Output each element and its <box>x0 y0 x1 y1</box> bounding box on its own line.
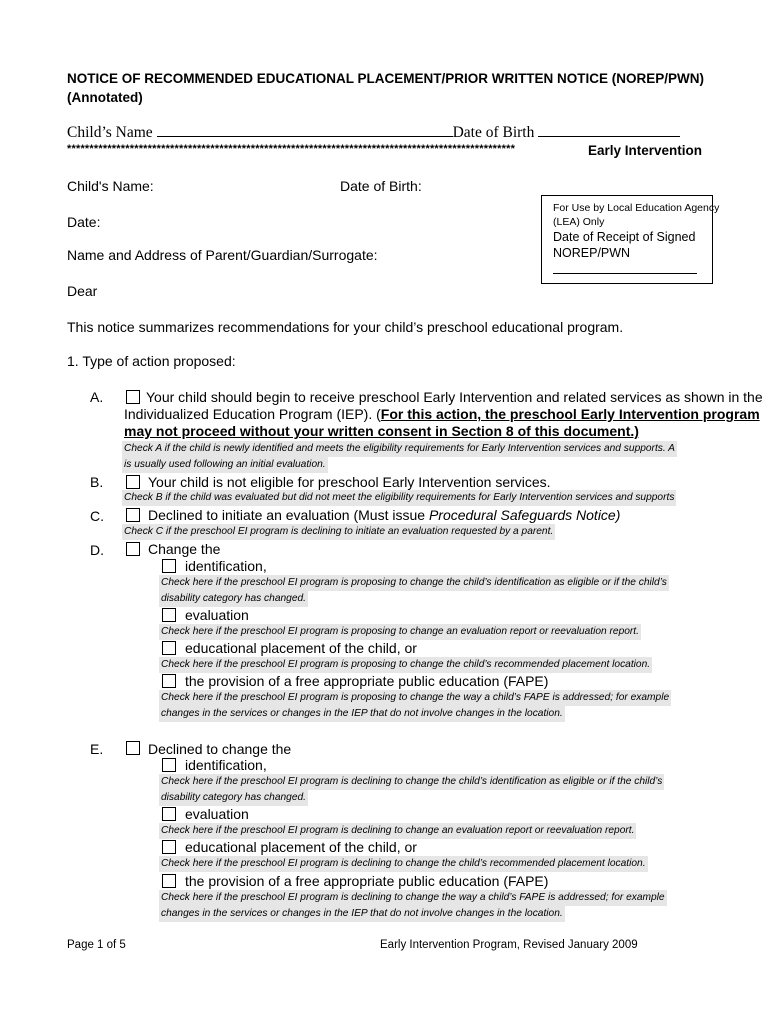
item-d-fape-note-2: changes in the services or changes in the IEP that do not involve changes in the location. <box>159 706 565 722</box>
parent-field[interactable]: Name and Address of Parent/Guardian/Surrogate: <box>67 247 378 263</box>
item-d-checkbox[interactable] <box>126 542 140 556</box>
item-d-identification: identification, <box>185 558 267 574</box>
item-d-evaluation-checkbox[interactable] <box>162 608 176 622</box>
item-e-evaluation-note: Check here if the preschool EI program is declining to change an evaluation report or reevaluation report. <box>159 823 636 839</box>
item-d-evaluation: evaluation <box>185 607 249 623</box>
item-d-fape-checkbox[interactable] <box>162 674 176 688</box>
item-e-fape-checkbox[interactable] <box>162 874 176 888</box>
item-a-note-1: Check A if the child is newly identified and meets the eligibility requirements for Early Intervention services and supports. A <box>122 441 677 457</box>
item-e-identification-checkbox[interactable] <box>162 758 176 772</box>
lea-line4: NOREP/PWN <box>553 246 631 260</box>
footer-page: Page 1 of 5 <box>67 939 126 951</box>
item-e-checkbox[interactable] <box>126 741 140 755</box>
item-b-text: Your child is not eligible for preschool Early Intervention services. <box>148 474 551 490</box>
item-c-letter: C. <box>90 508 104 524</box>
item-e-fape: the provision of a free appropriate public education (FAPE) <box>185 873 549 889</box>
child-name-label: Child’s Name <box>67 124 153 141</box>
item-e-placement: educational placement of the child, or <box>185 839 417 855</box>
program-label: Early Intervention <box>588 143 703 158</box>
item-e-identification-note-1: Check here if the preschool EI program is declining to change the child’s identification as eligible or if the child’s <box>159 774 664 790</box>
item-c-text: Declined to initiate an evaluation (Must issue <box>148 507 429 523</box>
item-e-fape-note-1: Check here if the preschool EI program is declining to change the way a child’s FAPE is addressed; for example <box>159 890 667 906</box>
dear-field[interactable]: Dear <box>67 283 98 299</box>
item-e-identification: identification, <box>185 757 267 773</box>
child-name-row <box>67 124 680 142</box>
child-name-line[interactable] <box>157 124 453 137</box>
lea-signature-line[interactable] <box>553 273 697 274</box>
lea-line1: For Use by Local Education Agency <box>553 202 720 214</box>
item-d-letter: D. <box>90 542 104 558</box>
item-a-letter: A. <box>90 389 104 405</box>
item-d-identification-note-1: Check here if the preschool EI program is proposing to change the child’s identification as eligible or if the child’s <box>159 575 669 591</box>
item-c-note: Check C if the preschool EI program is declining to initiate an evaluation requested by a parent. <box>122 524 555 540</box>
dob-label: Date of Birth <box>452 124 535 141</box>
childs-name-field[interactable]: Child's Name: <box>67 178 154 194</box>
item-a-line2-plain: Individualized Education Program (IEP). ( <box>124 406 381 422</box>
item-a-line1: Your child should begin to receive preschool Early Intervention and related services as shown in the <box>146 389 763 405</box>
lea-line2: (LEA) Only <box>553 216 605 228</box>
item-c-text-italic: Procedural Safeguards Notice) <box>428 507 621 523</box>
summary-text: This notice summarizes recommendations for your child’s preschool educational program. <box>67 319 624 335</box>
item-a-line2-bold: For this action, the preschool Early Intervention program <box>380 406 760 422</box>
item-e-placement-checkbox[interactable] <box>162 840 176 854</box>
date-of-birth-field[interactable]: Date of Birth: <box>340 178 422 194</box>
item-e-identification-note-2: disability category has changed. <box>159 790 308 806</box>
type-of-action-heading: 1. Type of action proposed: <box>67 353 236 369</box>
item-e-placement-note: Check here if the preschool EI program is declining to change the child’s recommended placement location. <box>159 856 648 872</box>
document-subtitle: (Annotated) <box>67 90 143 105</box>
item-c-checkbox[interactable] <box>126 508 140 522</box>
lea-line3: Date of Receipt of Signed <box>553 230 696 244</box>
item-b-letter: B. <box>90 474 104 490</box>
item-d-fape: the provision of a free appropriate public education (FAPE) <box>185 673 549 689</box>
item-e-text: Declined to change the <box>148 741 292 757</box>
separator-stars: **************************************************************************************************** <box>67 143 516 155</box>
date-field[interactable]: Date: <box>67 214 101 230</box>
item-c-text-row <box>148 507 620 523</box>
item-d-placement: educational placement of the child, or <box>185 640 417 656</box>
item-a-checkbox[interactable] <box>126 390 140 404</box>
item-b-checkbox[interactable] <box>126 475 140 489</box>
document-title: NOTICE OF RECOMMENDED EDUCATIONAL PLACEMENT/PRIOR WRITTEN NOTICE (NOREP/PWN) <box>67 71 704 86</box>
item-d-identification-checkbox[interactable] <box>162 559 176 573</box>
item-e-fape-note-2: changes in the services or changes in the IEP that do not involve changes in the location. <box>159 906 565 922</box>
item-a-note-2: is usually used following an initial evaluation. <box>122 457 328 473</box>
item-e-evaluation: evaluation <box>185 806 249 822</box>
lea-box <box>541 195 720 284</box>
item-d-evaluation-note: Check here if the preschool EI program is proposing to change an evaluation report or reevaluation report. <box>159 624 641 640</box>
item-d-fape-note-1: Check here if the preschool EI program is proposing to change the way a child’s FAPE is addressed; for example <box>159 690 671 706</box>
item-b-note: Check B if the child was evaluated but did not meet the eligibility requirements for Early Intervention services and supports <box>122 490 676 506</box>
dob-line[interactable] <box>538 124 680 137</box>
item-e-evaluation-checkbox[interactable] <box>162 807 176 821</box>
item-d-identification-note-2: disability category has changed. <box>159 591 308 607</box>
footer-program: Early Intervention Program, Revised January 2009 <box>380 939 638 951</box>
item-a-line3: may not proceed without your written consent in Section 8 of this document.) <box>124 423 639 439</box>
item-d-text: Change the <box>148 541 221 557</box>
item-e-letter: E. <box>90 741 104 757</box>
item-d-placement-note: Check here if the preschool EI program is proposing to change the child’s recommended placement location. <box>159 657 652 673</box>
item-d-placement-checkbox[interactable] <box>162 641 176 655</box>
item-a-line2 <box>124 406 760 422</box>
